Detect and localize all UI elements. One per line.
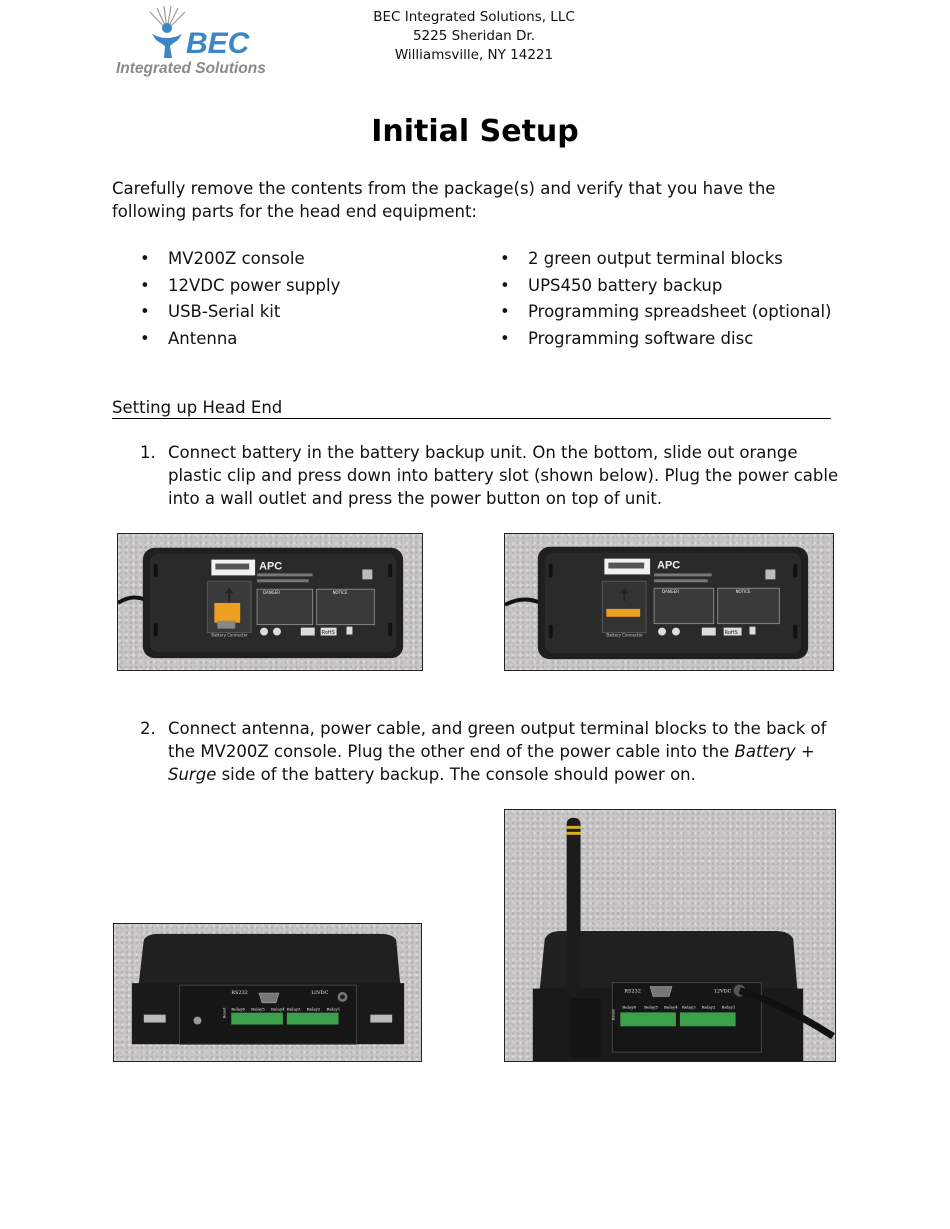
bullet-icon: • bbox=[140, 302, 150, 321]
svg-text:DANGER: DANGER bbox=[662, 589, 680, 595]
bullet-icon: • bbox=[500, 275, 510, 295]
photo-console-back bbox=[113, 923, 422, 1062]
step-2 bbox=[140, 717, 840, 786]
list-item: • Programming spreadsheet (optional) bbox=[472, 299, 892, 326]
bec-logo bbox=[112, 6, 302, 78]
svg-text:Relay1: Relay1 bbox=[326, 1006, 341, 1012]
address-line-street: 5225 Sheridan Dr. bbox=[412, 28, 536, 44]
list-item: • Antenna bbox=[112, 326, 492, 353]
svg-text:Relay3: Relay3 bbox=[286, 1006, 301, 1012]
svg-text:Battery Connector: Battery Connector bbox=[211, 632, 248, 638]
svg-text:Relay6: Relay6 bbox=[231, 1006, 245, 1012]
list-item: • UPS450 battery backup bbox=[472, 273, 892, 300]
svg-text:12VDC: 12VDC bbox=[713, 988, 732, 995]
svg-text:Relay4: Relay4 bbox=[270, 1006, 285, 1012]
step-1 bbox=[140, 441, 840, 510]
bullet-icon: • bbox=[140, 328, 150, 348]
svg-text:NOTICE: NOTICE bbox=[332, 590, 348, 596]
step-number: 2. bbox=[140, 719, 156, 738]
step-text: Connect antenna, power cable, and green output terminal blocks to the back of the MV200Z console. Plug the other end of the power cable into the Battery + Surge side of the battery backup. The console should power on. bbox=[168, 719, 827, 784]
svg-text:Relay4: Relay4 bbox=[664, 1004, 678, 1010]
svg-text:12VDC: 12VDC bbox=[310, 989, 329, 996]
emphasis-battery-surge: Battery + Surge bbox=[168, 742, 815, 784]
bullet-icon: • bbox=[140, 275, 150, 295]
svg-text:Relay2: Relay2 bbox=[701, 1004, 716, 1010]
address-line-city: Williamsville, NY 14221 bbox=[394, 47, 554, 63]
photo-console-with-antenna bbox=[504, 809, 836, 1062]
page-title: Initial Setup bbox=[371, 114, 579, 149]
list-item: • 12VDC power supply bbox=[112, 273, 492, 300]
section-heading: Setting up Head End bbox=[112, 397, 831, 419]
logo-brand: BEC bbox=[186, 27, 250, 60]
step-number: 1. bbox=[140, 443, 156, 462]
svg-text:APC: APC bbox=[259, 560, 283, 573]
parts-list-right bbox=[472, 246, 892, 352]
svg-text:APC: APC bbox=[657, 559, 681, 572]
svg-text:Relay5: Relay5 bbox=[251, 1006, 265, 1012]
parts-list-left bbox=[112, 246, 492, 352]
bullet-icon: • bbox=[500, 302, 510, 321]
person-icon bbox=[152, 23, 182, 58]
list-item: • USB-Serial kit bbox=[112, 299, 492, 326]
svg-text:Relay6: Relay6 bbox=[622, 1004, 637, 1010]
photo-ups-battery-clip-out bbox=[117, 533, 423, 671]
bullet-icon: • bbox=[500, 249, 510, 268]
svg-text:RS232: RS232 bbox=[624, 988, 641, 995]
list-item: • MV200Z console bbox=[112, 246, 492, 273]
list-item: • 2 green output terminal blocks bbox=[472, 246, 892, 273]
svg-text:Relay5: Relay5 bbox=[644, 1004, 658, 1010]
svg-text:Relay1: Relay1 bbox=[721, 1004, 736, 1010]
address-line-company: BEC Integrated Solutions, LLC bbox=[373, 9, 575, 25]
svg-text:RS232: RS232 bbox=[231, 989, 248, 996]
photo-ups-battery-clip-in bbox=[504, 533, 834, 671]
step-text: Connect battery in the battery backup unit. On the bottom, slide out orange plastic clip and press down into battery slot (shown below). Plug the power cable into a wall outlet and press the power button on top of unit. bbox=[168, 443, 839, 508]
bullet-icon: • bbox=[500, 328, 510, 348]
svg-text:Relay3: Relay3 bbox=[681, 1004, 696, 1010]
intro-paragraph: Carefully remove the contents from the package(s) and verify that you have the following parts for the head end equipment: bbox=[112, 179, 776, 221]
svg-text:NOTICE: NOTICE bbox=[735, 589, 751, 595]
svg-text:Battery Connector: Battery Connector bbox=[606, 632, 643, 638]
company-address bbox=[345, 8, 603, 65]
logo-subtitle: Integrated Solutions bbox=[116, 60, 266, 77]
svg-text:Relay2: Relay2 bbox=[306, 1006, 321, 1012]
svg-text:Reset: Reset bbox=[221, 1007, 227, 1019]
bullet-icon: • bbox=[140, 249, 150, 268]
svg-text:RoHS: RoHS bbox=[724, 630, 738, 637]
svg-text:RoHS: RoHS bbox=[321, 630, 335, 637]
list-item: • Programming software disc bbox=[472, 326, 892, 353]
svg-text:Reset: Reset bbox=[610, 1009, 616, 1021]
svg-text:DANGER: DANGER bbox=[263, 590, 281, 596]
